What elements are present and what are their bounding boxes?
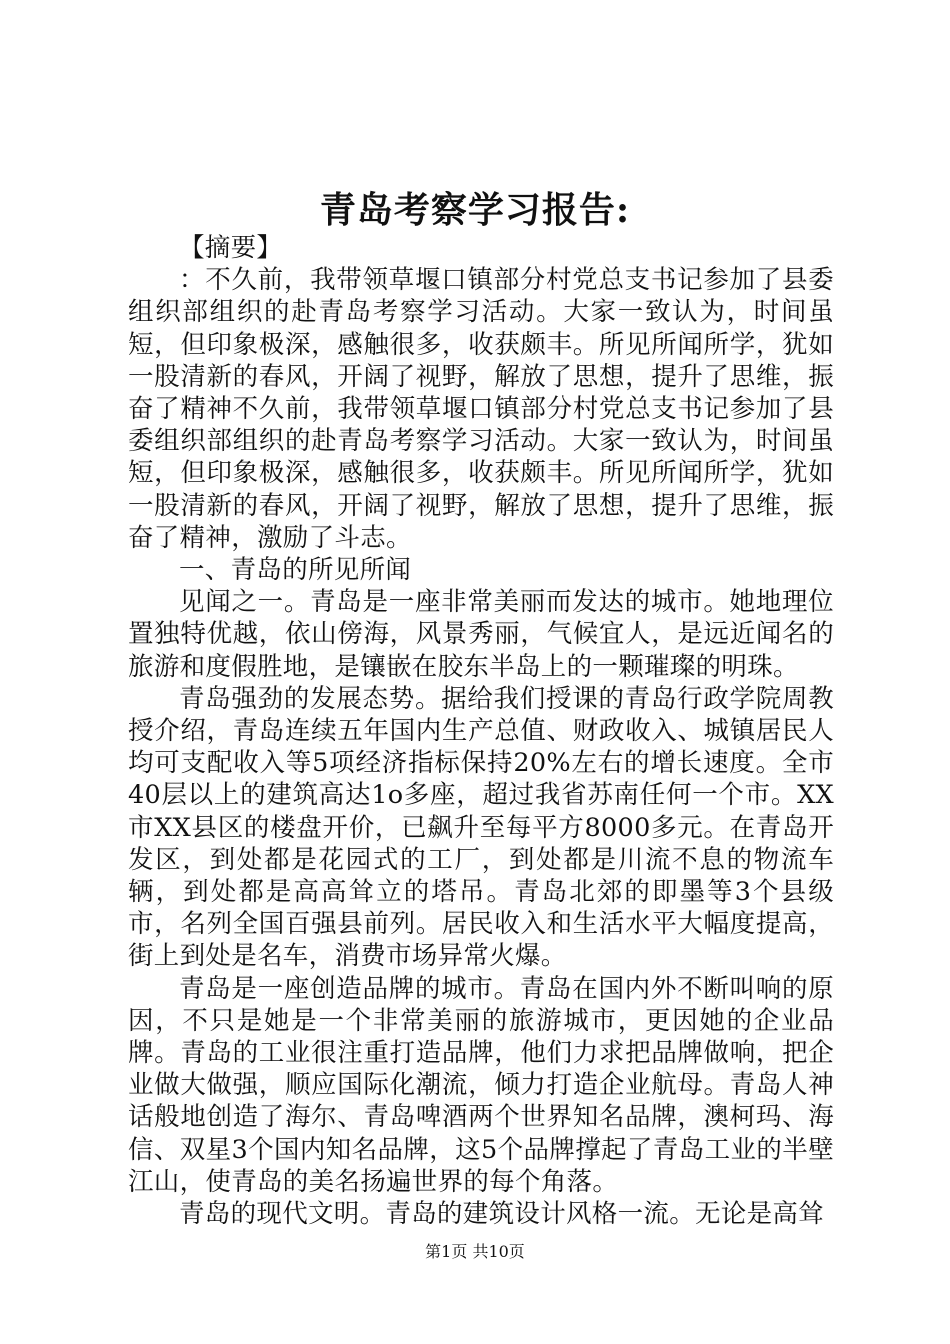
abstract-label: 【摘要】	[179, 233, 283, 263]
body-paragraph: 见闻之一。青岛是一座非常美丽而发达的城市。她地理位置独特优越，依山傍海，风景秀丽，气候宜人，是远近闻名的旅游和度假胜地，是镶嵌在胶东半岛上的一颗璀璨的明珠。	[128, 587, 834, 682]
body-paragraph: 青岛的现代文明。青岛的建筑设计风格一流。无论是高耸	[179, 1199, 825, 1230]
document-title: 青岛考察学习报告:	[319, 189, 631, 231]
body-paragraph: 青岛是一座创造品牌的城市。青岛在国内外不断叫响的原因，不只是她是一个非常美丽的旅游城市，更因她的企业品牌。青岛的工业很注重打造品牌，他们力求把品牌做响，把企业做大做强，顺应国际化潮流，倾力打造企业航母。青岛人神话般地创造了海尔、青岛啤酒两个世界知名品牌，澳柯玛、海信、双星3个国内知名品牌，这5个品牌撑起了青岛工业的半壁江山，使青岛的美名扬遍世界的每个角落。	[128, 973, 834, 1197]
page-footer: 第1页 共10页	[425, 1242, 525, 1261]
body-paragraph: 青岛强劲的发展态势。据给我们授课的青岛行政学院周教授介绍，青岛连续五年国内生产总值、财政收入、城镇居民人均可支配收入等5项经济指标保持20%左右的增长速度。全市40层以上的建筑高达1o多座，超过我省苏南任何一个市。XX市XX县区的楼盘开价，已飙升至每平方8000多元。在青岛开发区，到处都是花园式的工厂，到处都是川流不息的物流车辆，到处都是高高耸立的塔吊。青岛北郊的即墨等3个县级市，名列全国百强县前列。居民收入和生活水平大幅度提高，街上到处是名车，消费市场异常火爆。	[128, 683, 834, 972]
abstract-paragraph: ：不久前，我带领草堰口镇部分村党总支书记参加了县委组织部组织的赴青岛考察学习活动。大家一致认为，时间虽短，但印象极深，感触很多，收获颇丰。所见所闻所学，犹如一股清新的春风，开阔了视野，解放了思想，提升了思维，振奋了精神不久前，我带领草堰口镇部分村党总支书记参加了县委组织部组织的赴青岛考察学习活动。大家一致认为，时间虽短，但印象极深，感触很多，收获颇丰。所见所闻所学，犹如一股清新的春风，开阔了视野，解放了思想，提升了思维，振奋了精神，激励了斗志。	[128, 265, 834, 553]
section-heading: 一、青岛的所见所闻	[179, 555, 412, 586]
document-body	[128, 232, 834, 1230]
